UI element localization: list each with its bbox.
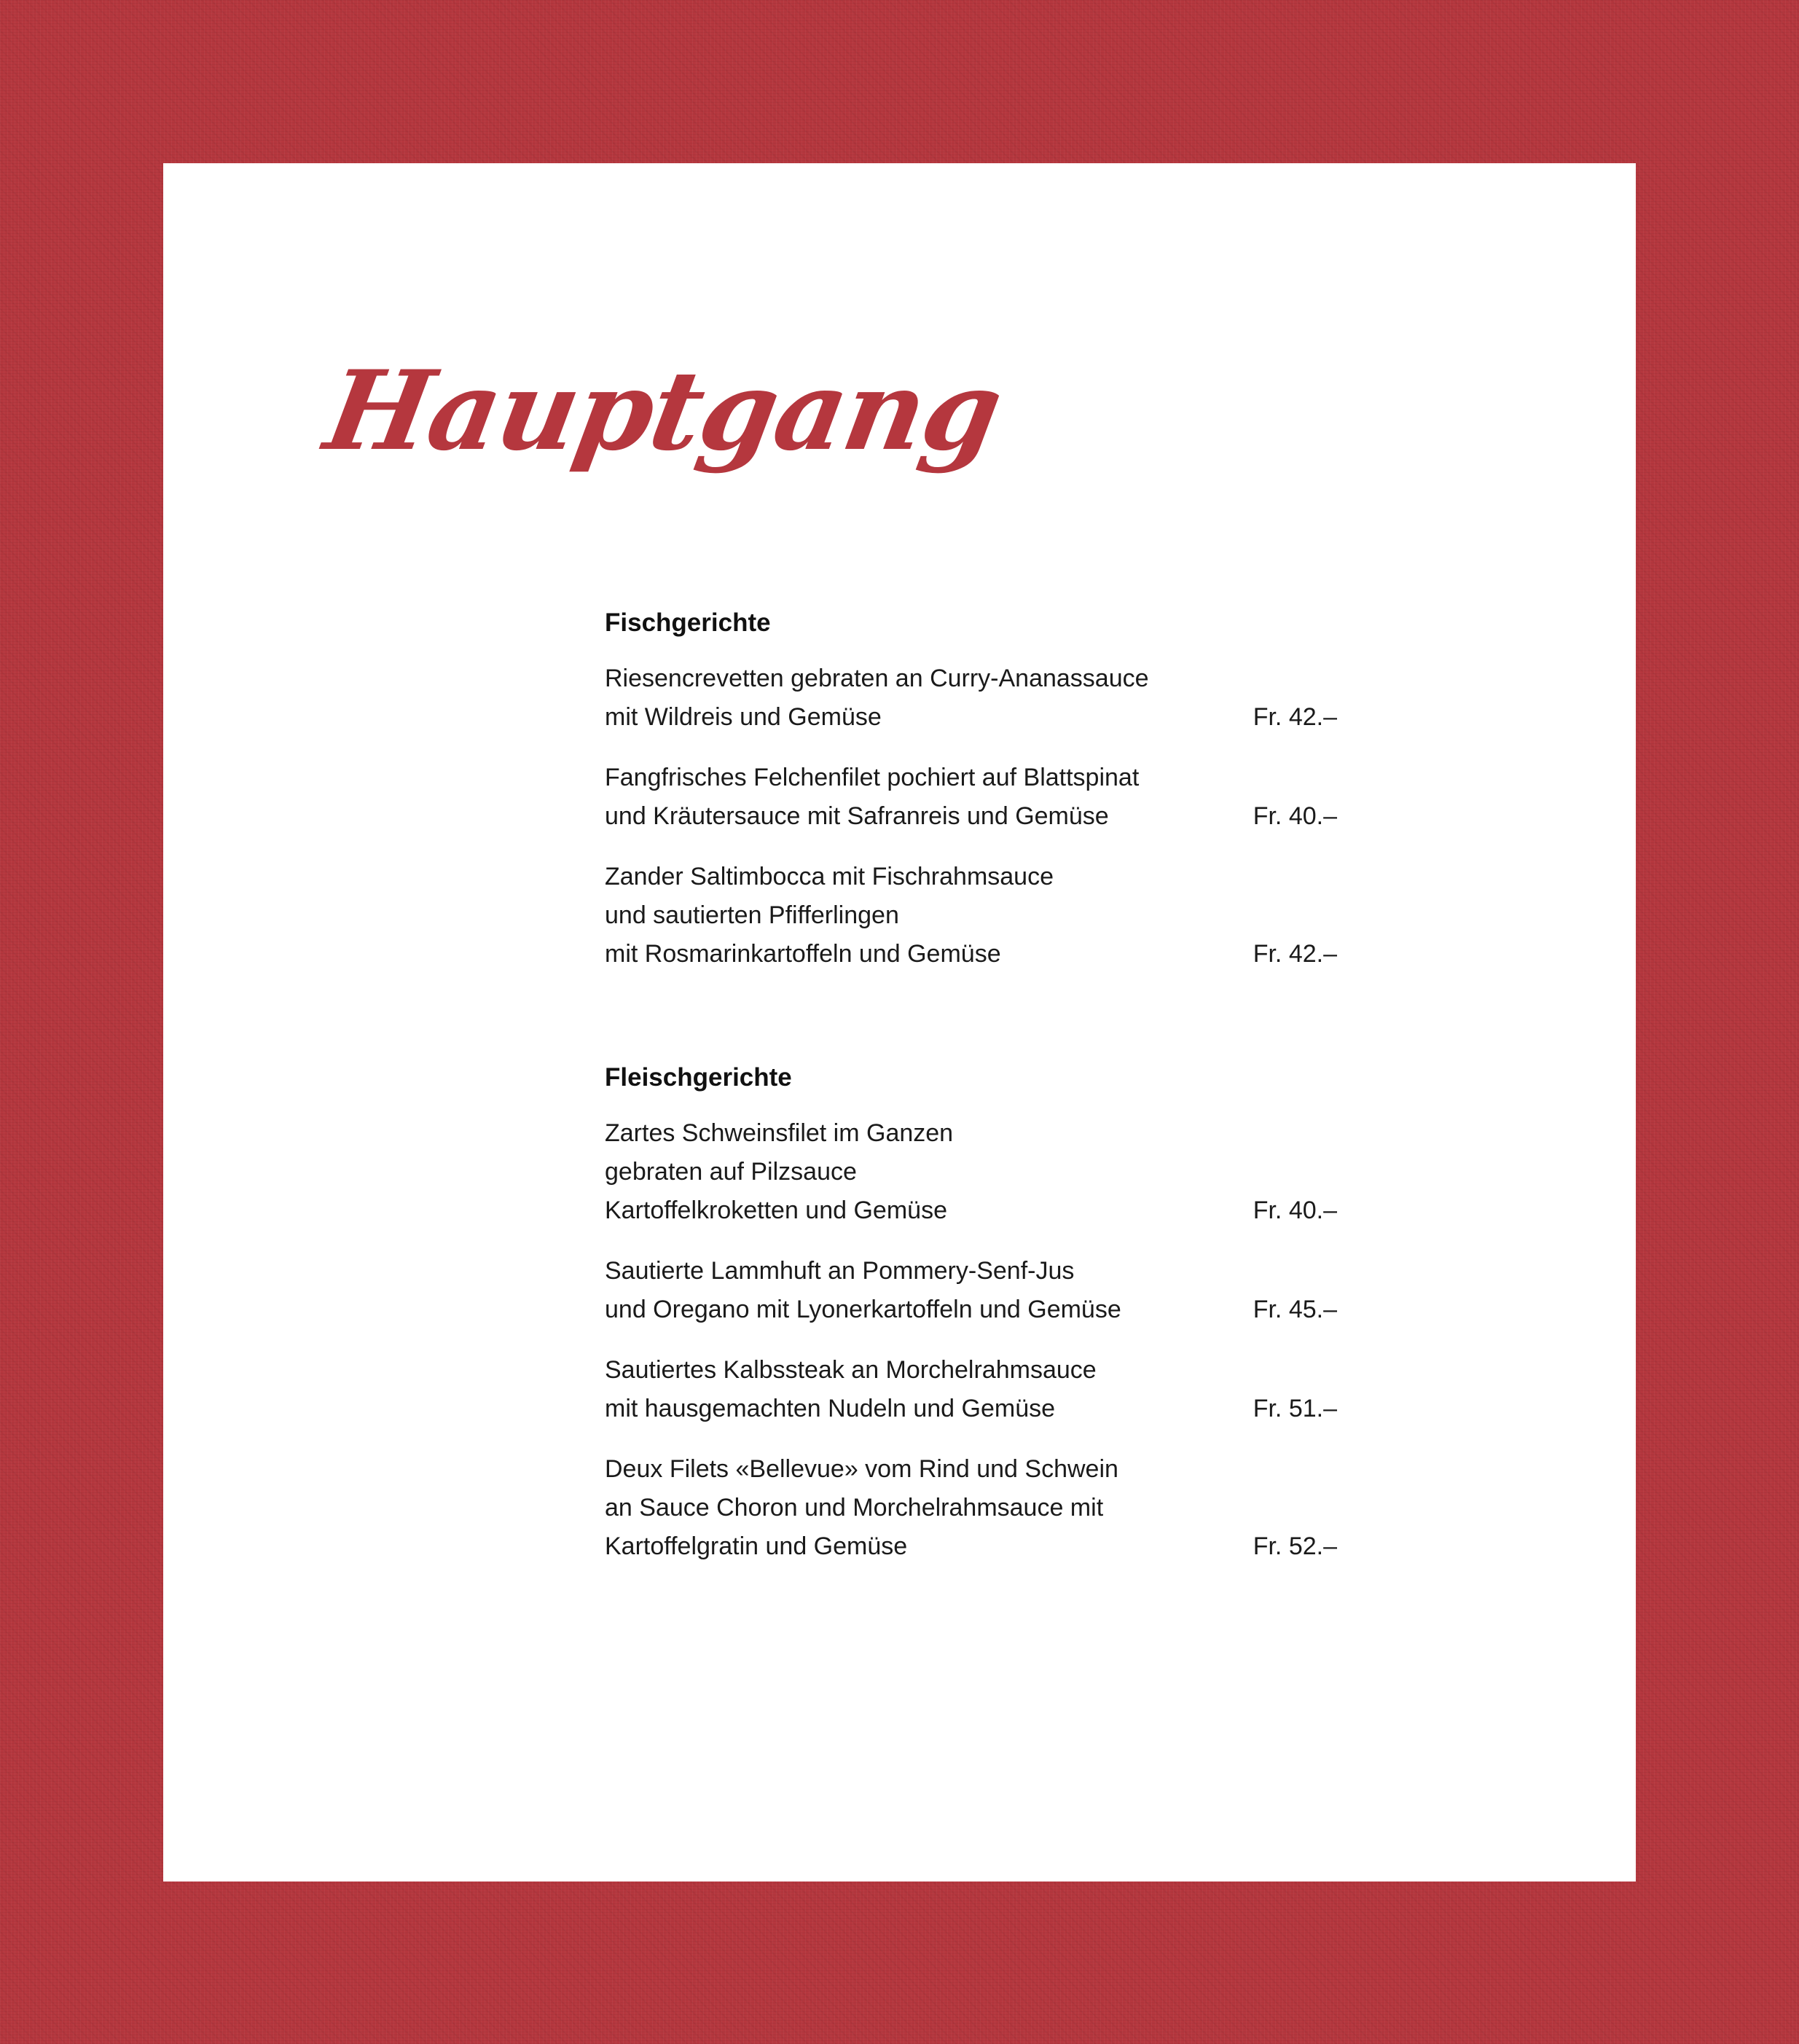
dish-price: Fr. 45.– <box>1253 1296 1337 1323</box>
dish-price: Fr. 40.– <box>1253 1197 1337 1224</box>
section-heading: Fischgerichte <box>605 608 771 637</box>
dish-description <box>605 1351 1188 1428</box>
dish-description-line: Kartoffelgratin und Gemüse <box>605 1532 908 1560</box>
menu-body <box>605 604 1435 1588</box>
dish-description <box>605 1252 1188 1329</box>
dish-description <box>605 659 1188 737</box>
dish-description-line: mit Wildreis und Gemüse <box>605 703 882 731</box>
dish-description <box>605 759 1188 836</box>
page-title: Hauptgang <box>316 347 1010 475</box>
dish-description-line: und sautierten Pfifferlingen <box>605 901 899 929</box>
dish-item <box>605 1114 1428 1230</box>
dish-description-line: Zartes Schweinsfilet im Ganzen <box>605 1119 954 1147</box>
dish-price: Fr. 42.– <box>1253 703 1337 731</box>
dish-description-line: gebraten auf Pilzsauce <box>605 1158 857 1186</box>
dish-description-line: Zander Saltimbocca mit Fischrahmsauce <box>605 863 1054 890</box>
dish-item <box>605 759 1428 836</box>
dish-price: Fr. 42.– <box>1253 940 1337 968</box>
dish-description <box>605 1450 1188 1566</box>
dish-description-line: mit Rosmarinkartoffeln und Gemüse <box>605 940 1001 968</box>
fish-section <box>605 604 1435 974</box>
meat-section <box>605 1059 1435 1566</box>
dish-description-line: Deux Filets «Bellevue» vom Rind und Schwein <box>605 1455 1118 1483</box>
dish-description-line: und Oregano mit Lyonerkartoffeln und Gemüse <box>605 1296 1121 1323</box>
dish-description-line: Kartoffelkroketten und Gemüse <box>605 1197 947 1224</box>
dish-description <box>605 858 1188 974</box>
dish-description-line: mit hausgemachten Nudeln und Gemüse <box>605 1395 1056 1422</box>
dish-price: Fr. 40.– <box>1253 802 1337 830</box>
dish-description-line: an Sauce Choron und Morchelrahmsauce mit <box>605 1494 1104 1522</box>
dish-description-line: Sautierte Lammhuft an Pommery-Senf-Jus <box>605 1257 1075 1285</box>
dish-item <box>605 858 1428 974</box>
dish-description-line: Riesencrevetten gebraten an Curry-Ananassauce <box>605 665 1149 692</box>
dish-description-line: Sautiertes Kalbssteak an Morchelrahmsauce <box>605 1356 1097 1384</box>
dish-description-line: Fangfrisches Felchenfilet pochiert auf Blattspinat <box>605 764 1140 791</box>
section-heading: Fleischgerichte <box>605 1063 792 1092</box>
dish-item <box>605 1252 1428 1329</box>
dish-item <box>605 1450 1428 1566</box>
dish-item <box>605 659 1428 737</box>
dish-price: Fr. 52.– <box>1253 1532 1337 1560</box>
dish-item <box>605 1351 1428 1428</box>
dish-description <box>605 1114 1188 1230</box>
dish-description-line: und Kräutersauce mit Safranreis und Gemüse <box>605 802 1109 830</box>
dish-price: Fr. 51.– <box>1253 1395 1337 1422</box>
menu-page <box>163 163 1636 1882</box>
